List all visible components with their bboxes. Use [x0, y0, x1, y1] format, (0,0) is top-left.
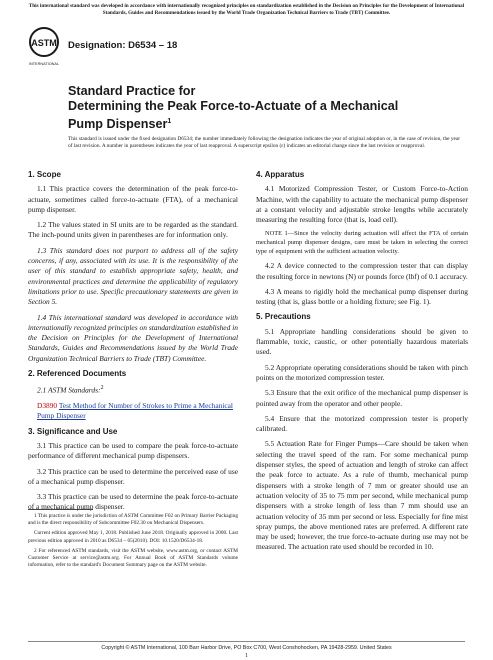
left-column [28, 170, 238, 518]
copyright-line: Copyright © ASTM International, 100 Barr Harbor Drive, PO Box C700, West Conshohocken, PA 19428-2959. United States [101, 645, 392, 651]
section-5-heading: 5. Precautions [256, 312, 311, 322]
preamble: This standard is issued under the fixed designation D6534; the number immediately following the designation indicates the year of original adoption or, in the case of revision, the year of last revision. A number in parentheses indicates the year of last reapproval. A superscript epsilon (ε) indicates an editorial change since the last revision or reapproval. [68, 136, 460, 150]
header-notice: This international standard was developed in accordance with internationally recognized principles on standardization established in the Decision on Principles for the Development of International Standards, Guides and Recommendations issued by the World Trade Organization Technical Barriers to Trade (TBT) Committee. [28, 3, 465, 16]
section-2-heading: 2. Referenced Documents [28, 369, 127, 379]
section-3-heading: 3. Significance and Use [28, 426, 118, 436]
svg-text:ASTM: ASTM [31, 38, 57, 48]
para-3-2: 3.2 This practice can be used to determine the perceived ease of use of a mechanical pump dispenser. [28, 466, 238, 486]
title-line-3 [68, 114, 438, 132]
referenced-document-item [28, 401, 238, 422]
para-1-2: 1.2 The values stated in SI units are to be regarded as the standard. The inch-pound units given in parentheses are for information only. [28, 220, 238, 240]
title-line-3-text: Pump Dispenser [68, 117, 168, 132]
document-title [68, 84, 438, 132]
para-3-1: 3.1 This practice can be used to compare the peak force-to-actuate performance of different mechanical pump dispensers. [28, 441, 238, 461]
designation: Designation: D6534 – 18 [68, 40, 178, 51]
title-line-2: Determining the Peak Force-to-Actuate of a Mechanical [68, 99, 399, 113]
para-1-1: 1.1 This practice covers the determination of the peak force-to-actuate, sometimes called force-to-actuate (FTA), of a mechanical pump dispenser. [28, 184, 238, 214]
title-footnote-mark[interactable]: 1 [167, 118, 172, 125]
para-2-1-footnote-mark[interactable]: 2 [100, 385, 104, 392]
para-2-1 [28, 383, 238, 396]
para-5-4: 5.4 Ensure that the motorized compression tester is properly calibrated. [256, 413, 468, 434]
section-1-heading: 1. Scope [28, 170, 61, 179]
para-5-3: 5.3 Ensure that the exit orifice of the mechanical pump dispenser is pointed away from the operator and other people. [256, 388, 468, 408]
right-column [256, 170, 468, 558]
footnotes [28, 513, 238, 572]
para-1-4: 1.4 This international standard was developed in accordance with internationally recognized principles on standardization established in the Decision on Principles for the Development of International Standards, Guides and Recommendations issued by the World Trade Organization Technical Barriers to Trade (TBT) Committee. [28, 312, 238, 363]
para-4-2: 4.2 A device connected to the compression tester that can display the resulting force in newtons (N) or pounds force (lbf) of 0.1 accuracy. [256, 261, 468, 281]
footer-divider [28, 641, 465, 642]
para-4-3: 4.3 A means to rigidly hold the mechanical pump dispenser during testing (that is, glass bottle or a holding fixture; see Fig. 1). [256, 286, 468, 307]
para-5-1: 5.1 Appropriate handling considerations should be given to flammable, toxic, caustic, or other potentially hazardous materials used. [256, 326, 468, 357]
section-4-heading: 4. Apparatus [256, 170, 305, 179]
footnote-divider [28, 509, 93, 510]
footnote-2: 2 For referenced ASTM standards, visit the ASTM website, www.astm.org, or contact ASTM Customer Service at service@astm.org. For Annual Book of ASTM Standards volume information, refer to the standard's Document Summary page on the ASTM website. [28, 547, 238, 569]
footnote-1: 1 This practice is under the jurisdiction of ASTM Committee F02 on Primary Barrier Packaging and is the direct responsibility of Subcommittee F02.30 on Mechanical Dispensers. [28, 513, 238, 527]
para-1-3: 1.3 This standard does not purport to address all of the safety concerns, if any, associated with its use. It is the responsibility of the user of this standard to establish appropriate safety, health, and environmental practices and determine the applicability of regulatory limitations prior to use. Specific precautionary statements are given in Section 5. [28, 245, 238, 307]
note-1: NOTE 1—Since the velocity during actuation will affect the FTA of certain mechanical pump dispenser designs, care must be taken in selecting the correct type of equipment with the sufficient actuation velocity. [256, 230, 468, 255]
para-5-2: 5.2 Appropriate operating considerations should be taken with pinch points on the motorized compression tester. [256, 362, 468, 382]
para-2-1-text: 2.1 ASTM Standards: [37, 385, 101, 395]
footnote-1-edition: Current edition approved May 1, 2018. Published June 2018. Originally approved in 2000. Last previous edition approved in 2010 as D6534 – 05(2010). DOI: 10.1520/D6534-18. [28, 530, 238, 544]
ref-title-link[interactable]: Test Method for Number of Strokes to Prime a Mechanical Pump Dispenser [37, 401, 233, 421]
astm-logo [28, 26, 60, 70]
para-4-1: 4.1 Motorized Compression Tester, or Custom Force-to-Action Machine, with the capability to actuate the mechanical pump dispenser at a constant velocity and adjustable stroke lengths while accurately measuring the resulting force (that is, load cell). [256, 184, 468, 225]
ref-code-link[interactable]: D3890 [37, 401, 58, 411]
title-line-1: Standard Practice for [68, 84, 196, 98]
para-5-5: 5.5 Actuation Rate for Finger Pumps—Care should be taken when selecting the travel speed of the ram. For some mechanical pump dispenser styles, the speed of actuation and length of stroke can affect the peak force to actuate. As a rule of thumb, mechanical pump dispensers with a stroke length of 7 mm or greater should use an actuation velocity of 35 to 75 mm per second, while mechanical pump dispensers with a stroke length of less than 7 mm should use an actuation velocity of 35 mm per second or less. Especially for fine mist spray pumps, the above mentioned rates are preferred. A different rate may be used; however, the true force-to-actuate during use may not be measured. The actuation rate used should be recorded in 10. [256, 439, 468, 552]
para-3-3: 3.3 This practice can be used to determine the peak force-to-actuate of a mechanical pump dispenser. [28, 492, 238, 512]
page-number: 1 [245, 653, 248, 659]
svg-text:INTERNATIONAL: INTERNATIONAL [28, 62, 60, 66]
